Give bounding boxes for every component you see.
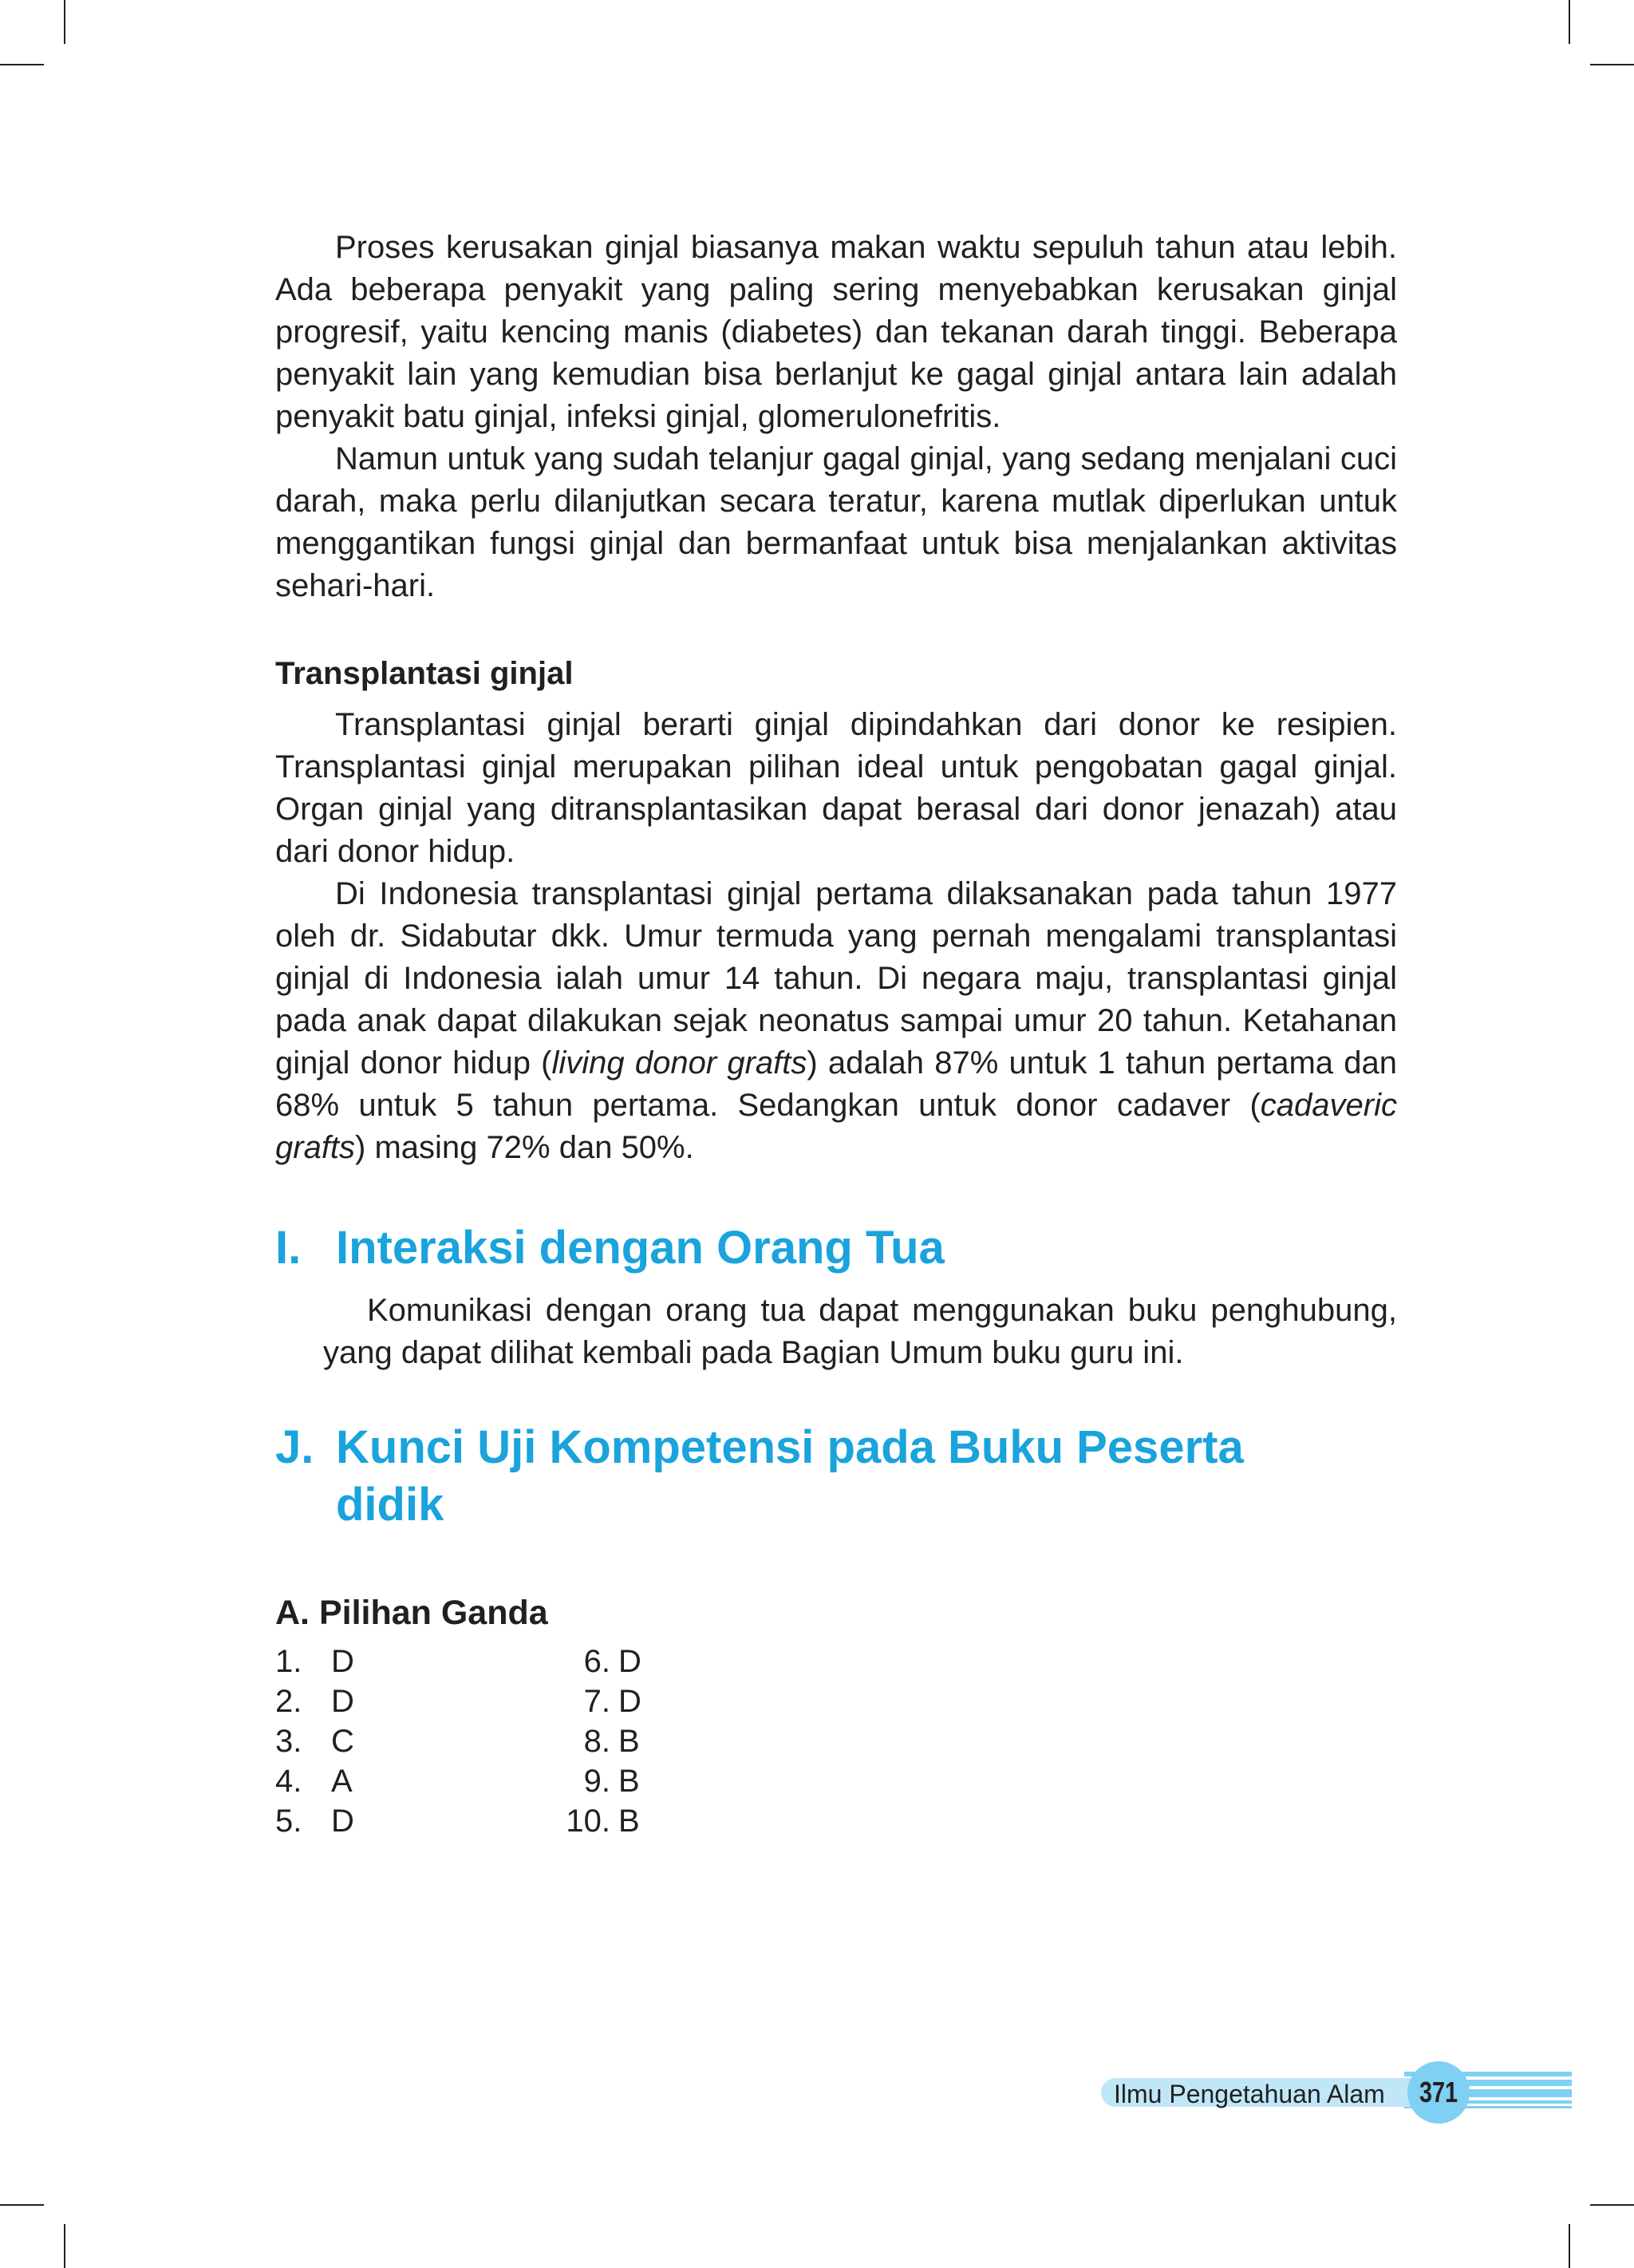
answer-row bbox=[275, 1761, 674, 1801]
answer-number: 9. bbox=[583, 1764, 610, 1799]
answer-letter: B bbox=[618, 1764, 640, 1799]
page-number: 371 bbox=[1419, 2076, 1458, 2108]
crop-mark-top-right-h bbox=[1590, 64, 1634, 65]
transplant-text-block bbox=[275, 704, 1397, 1169]
answer-letter: C bbox=[331, 1724, 354, 1759]
answer-number: 7. bbox=[583, 1684, 610, 1719]
answer-row bbox=[275, 1721, 674, 1761]
answer-letter: D bbox=[331, 1644, 354, 1679]
answer-number: 4. bbox=[275, 1764, 302, 1799]
section-title: Interaksi dengan Orang Tua bbox=[336, 1222, 945, 1274]
paragraph: Komunikasi dengan orang tua dapat menggunakan buku penghubung, yang dapat dilihat kembali pada Bagian Umum buku guru ini. bbox=[323, 1293, 1397, 1370]
answer-key-list bbox=[275, 1642, 674, 1841]
italic-term: cadaveric grafts bbox=[275, 1088, 1397, 1165]
page-footer bbox=[1101, 2059, 1572, 2123]
section-heading-j bbox=[275, 1419, 1472, 1534]
answer-number: 1. bbox=[275, 1644, 302, 1679]
answer-number: 8. bbox=[583, 1724, 610, 1759]
crop-mark-bottom-left-h bbox=[0, 2204, 44, 2206]
answer-letter: D bbox=[618, 1684, 641, 1719]
paragraph: Transplantasi ginjal berarti ginjal dipindahkan dari donor ke resipien. Transplantasi ginjal merupakan pilihan ideal untuk pengobatan gagal ginjal. Organ ginjal yang ditransplantasikan dapat berasal dari donor jenazah) atau dari donor hidup. bbox=[275, 707, 1397, 869]
section-number: I. bbox=[275, 1222, 302, 1274]
footer-book-title: Ilmu Pengetahuan Alam bbox=[1114, 2080, 1385, 2108]
crop-mark-top-left-h bbox=[0, 64, 44, 65]
answer-letter: D bbox=[618, 1644, 641, 1679]
subheading-transplantasi: Transplantasi ginjal bbox=[275, 656, 574, 691]
crop-mark-top-left-v bbox=[64, 0, 65, 44]
section-title-line2: didik bbox=[336, 1479, 444, 1531]
answer-number: 10. bbox=[566, 1804, 610, 1839]
paragraph: Namun untuk yang sudah telanjur gagal ginjal, yang sedang menjalani cuci darah, maka perlu dilanjutkan secara teratur, karena mutlak diperlukan untuk menggantikan fungsi ginjal dan bermanfaat untuk bisa menjalankan aktivitas sehari-hari. bbox=[275, 441, 1397, 603]
crop-mark-bottom-right-h bbox=[1590, 2204, 1634, 2206]
crop-mark-top-right-v bbox=[1569, 0, 1570, 44]
crop-mark-bottom-right-v bbox=[1569, 2224, 1570, 2268]
subheading-pilihan-ganda: A. Pilihan Ganda bbox=[275, 1594, 548, 1632]
answer-number: 6. bbox=[583, 1644, 610, 1679]
section-number: J. bbox=[275, 1421, 314, 1473]
answer-letter: B bbox=[618, 1724, 640, 1759]
answer-letter: B bbox=[618, 1804, 640, 1839]
answer-letter: A bbox=[331, 1764, 353, 1799]
answer-number: 2. bbox=[275, 1684, 302, 1719]
answer-number: 5. bbox=[275, 1804, 302, 1839]
answer-letter: D bbox=[331, 1684, 354, 1719]
answer-row bbox=[275, 1681, 674, 1721]
paragraph: Proses kerusakan ginjal biasanya makan waktu sepuluh tahun atau lebih. Ada beberapa penyakit yang paling sering menyebabkan kerusakan ginjal progresif, yaitu kencing manis (diabetes) dan tekanan darah tinggi. Beberapa penyakit lain yang kemudian bisa berlanjut ke gagal ginjal antara lain adalah penyakit batu ginjal, infeksi ginjal, glomerulonefritis. bbox=[275, 230, 1397, 434]
section-heading-i bbox=[275, 1219, 945, 1277]
crop-mark-bottom-left-v bbox=[64, 2224, 65, 2268]
section-i-body bbox=[323, 1290, 1397, 1374]
answer-number: 3. bbox=[275, 1724, 302, 1759]
intro-text-block bbox=[275, 227, 1397, 607]
italic-term: living donor grafts bbox=[551, 1045, 807, 1081]
answer-letter: D bbox=[331, 1804, 354, 1839]
page-number-badge bbox=[1407, 2061, 1470, 2124]
section-title-line1: Kunci Uji Kompetensi pada Buku Peserta bbox=[336, 1421, 1244, 1473]
answer-row bbox=[275, 1801, 674, 1841]
paragraph: Di Indonesia transplantasi ginjal pertama dilaksanakan pada tahun 1977 oleh dr. Sidabutar dkk. Umur termuda yang pernah mengalami transplantasi ginjal di Indonesia ialah umur 14 tahun. Di negara maju, transplantasi ginjal pada anak dapat dilakukan sejak neonatus sampai umur 20 tahun. Ketahanan ginjal donor hidup (living donor grafts) adalah 87% untuk 1 tahun pertama dan 68% untuk 5 tahun pertama. Sedangkan untuk donor cadaver (cadaveric grafts) masing 72% dan 50%. bbox=[275, 876, 1397, 1165]
answer-row bbox=[275, 1642, 674, 1681]
